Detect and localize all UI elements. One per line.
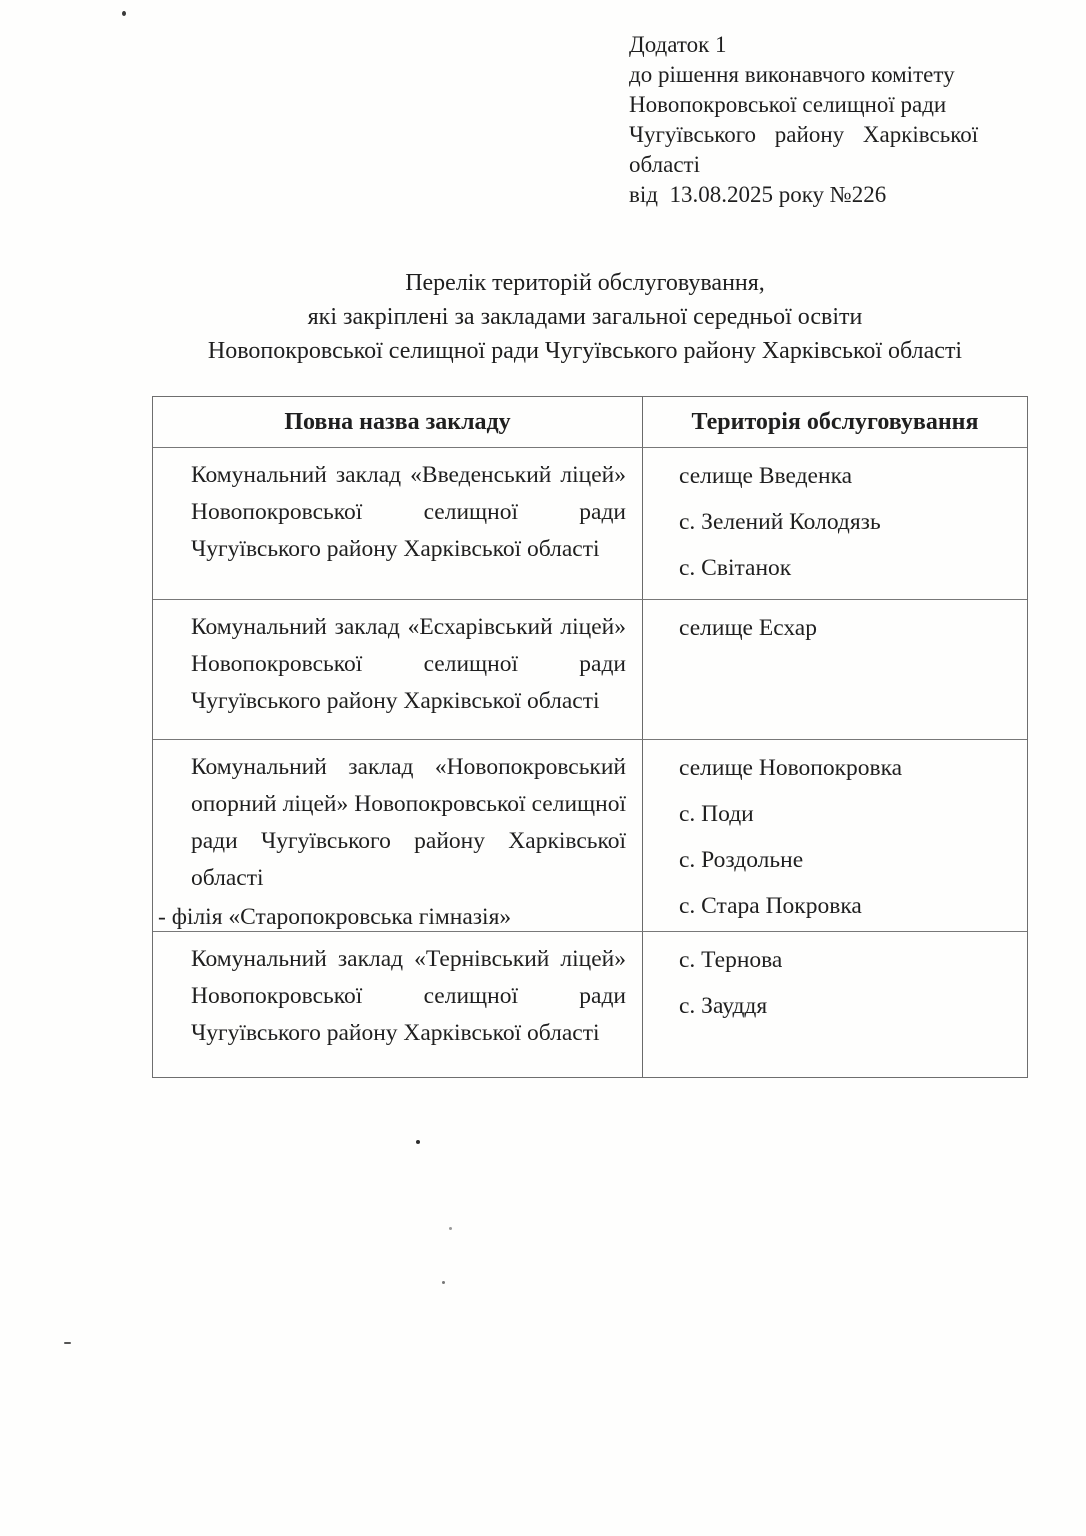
institution-cell: Комунальний заклад «Тернівський ліцей» Новопокровської селищної ради Чугуївського району Харківської області — [153, 932, 643, 1077]
appendix-number: Додаток 1 — [629, 32, 727, 57]
document-title — [85, 266, 1085, 368]
territory-item: с. Тернова — [679, 947, 783, 973]
title-line-2: які закріплені за закладами загальної середньої освіти — [307, 304, 863, 330]
territory-item: селище Новопокровка — [679, 755, 903, 781]
institution-name: Комунальний заклад «Новопокровський опорний ліцей» Новопокровської селищної ради Чугуївського району Харківської області — [191, 754, 626, 891]
table-row — [153, 599, 1027, 739]
institution-cell: Комунальний заклад «Введенський ліцей» Новопокровської селищної ради Чугуївського району Харківської області — [153, 448, 643, 599]
territory-cell — [643, 448, 1027, 599]
territory-item: с. Зауддя — [679, 993, 768, 1019]
appendix-line-decision: до рішення виконавчого комітету — [629, 62, 955, 87]
appendix-line-oblast: області — [629, 152, 700, 177]
column-header-territory: Територія обслуговування — [691, 408, 979, 435]
institution-branch: - філія «Старопокровська гімназія» — [158, 904, 512, 930]
territory-item: селище Введенка — [679, 463, 853, 489]
institution-cell — [153, 740, 643, 931]
institution-cell: Комунальний заклад «Есхарівський ліцей» Новопокровської селищної ради Чугуївського району Харківської області — [153, 600, 643, 739]
table-row — [153, 447, 1027, 599]
territory-item: селище Есхар — [679, 615, 817, 641]
table-row — [153, 931, 1027, 1077]
table-row — [153, 739, 1027, 931]
territory-cell — [643, 600, 1027, 739]
territory-cell — [643, 932, 1027, 1077]
appendix-header — [629, 30, 1029, 210]
scan-speck — [442, 1281, 445, 1284]
table-header-row — [153, 397, 1027, 447]
territory-item: с. Стара Покровка — [679, 893, 862, 919]
appendix-date-number: від 13.08.2025 року №226 — [629, 182, 887, 207]
territory-item: с. Зелений Колодязь — [679, 509, 881, 535]
column-header-institution: Повна назва закладу — [153, 397, 643, 447]
appendix-line-council: Новопокровської селищної ради — [629, 92, 947, 117]
territory-cell — [643, 740, 1027, 931]
territory-item: с. Поди — [679, 801, 754, 827]
scan-speck — [122, 11, 126, 16]
title-line-3: Новопокровської селищної ради Чугуївського району Харківської області — [207, 338, 963, 364]
appendix-line-district: Чугуївського району Харківської — [629, 122, 979, 147]
territory-item: с. Роздольне — [679, 847, 804, 873]
territory-item: с. Світанок — [679, 555, 792, 581]
scan-speck — [416, 1140, 420, 1144]
title-line-1: Перелік територій обслуговування, — [405, 270, 765, 296]
scan-speck — [64, 1342, 71, 1344]
territories-table — [152, 396, 1028, 1078]
scan-speck — [449, 1227, 452, 1230]
